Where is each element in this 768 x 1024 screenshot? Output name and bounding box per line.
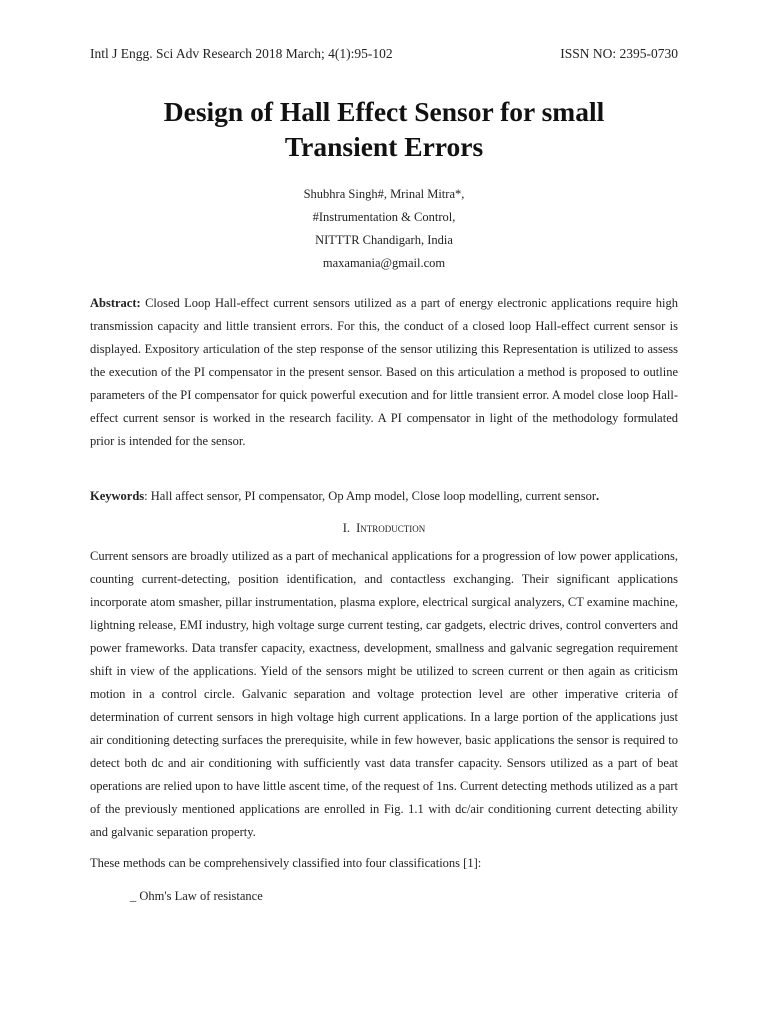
paper-title	[60, 94, 708, 164]
section-title: Introduction	[356, 521, 426, 535]
keywords-paragraph	[90, 485, 678, 508]
keywords-end: .	[595, 489, 600, 503]
journal-citation: Intl J Engg. Sci Adv Research 2018 March; 4(1):95-102	[90, 46, 393, 61]
introduction-paragraph: Current sensors are broadly utilized as a part of mechanical applications for a progression of low power applications, counting current-detecting, position identification, and contactless exchanging. Their significant applications incorporate atom smasher, pillar instrumentation, plasma explore, electrical surgical analyzers, CT examine machine, lightning release, EMI industry, high voltage surge current testing, car gadgets, electric drives, control converters and power frameworks. Data transfer capacity, exactness, development, smallness and galvanic segregation requirement shift in view of the applications. Yield of the sensors might be utilized to screen current or then again as criticism motion in a control circle. Galvanic separation and voltage protection level are other imperative criteria of determination of current sensors in high voltage high current applications. In a large portion of the applications just air conditioning detecting surfaces the prerequisite, while in few however, basic applications the sensor is required to detect both dc and air conditioning with sufficiently vast data transfer capacity. Sensors utilized as a part of beat operations are relied upon to have little ascent time, of the request of 1ns. Current detecting methods utilized as a part of the previously mentioned applications are enrolled in Fig. 1.1 with dc/air conditioning current detecting ability and galvanic separation property.	[90, 549, 679, 839]
author-block	[0, 183, 768, 275]
abstract-label: Abstract:	[90, 296, 141, 310]
abstract-paragraph	[90, 292, 678, 453]
author-department: #Instrumentation & Control,	[312, 210, 456, 224]
keywords-text: : Hall affect sensor, PI compensator, Op Amp model, Close loop modelling, current sensor	[144, 489, 596, 503]
issn-number: ISSN NO: 2395-0730	[560, 46, 678, 61]
section-heading-introduction	[0, 521, 768, 536]
title-line-2: Transient Errors	[284, 131, 484, 162]
section-number: I.	[342, 521, 351, 535]
running-header	[90, 46, 678, 62]
list-item: _ Ohm's Law of resistance	[130, 889, 263, 903]
author-email: maxamania@gmail.com	[322, 256, 446, 270]
author-institution: NITTTR Chandigarh, India	[315, 233, 453, 247]
keywords-label: Keywords	[90, 489, 145, 503]
author-names: Shubhra Singh#, Mrinal Mitra*,	[303, 187, 465, 201]
methods-intro-paragraph: These methods can be comprehensively classified into four classifications [1]:	[90, 856, 482, 870]
abstract-text: Closed Loop Hall-effect current sensors utilized as a part of energy electronic applications require high transmission capacity and little transient errors. For this, the conduct of a closed loop Hall-effect current sensor is displayed. Expository articulation of the step response of the sensor utilizing this Representation is utilized to assess the execution of the PI compensator in the present sensor. Based on this articulation a method is proposed to outline parameters of the PI compensator for quick powerful execution and for little transient error. A model close loop Hall-effect current sensor is worked in the research facility. A PI compensator in light of the methodology formulated prior is intended for the sensor.	[90, 296, 678, 448]
title-line-1: Design of Hall Effect Sensor for small	[163, 96, 605, 127]
